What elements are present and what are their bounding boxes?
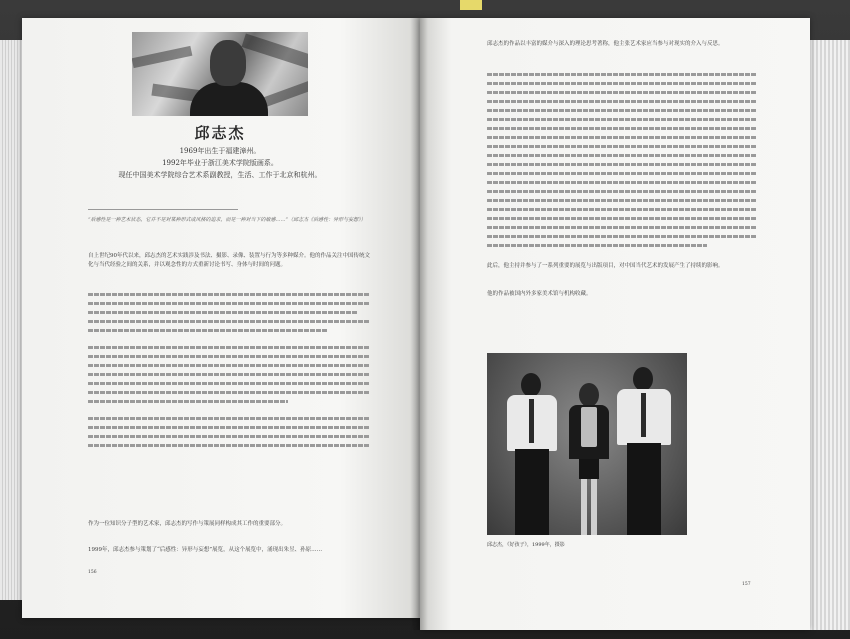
- bio-line-1: 1969年出生于福建漳州。: [179, 147, 261, 155]
- artist-portrait: [132, 32, 308, 116]
- right-paragraph-2: 此后，他主持并参与了一系列重要的展览与出版项目，对中国当代艺术的发展产生了持续的影响。: [487, 263, 724, 269]
- right-body-text: [487, 70, 757, 253]
- artist-name: 邱志杰: [194, 124, 246, 142]
- right-folio: 157: [742, 582, 751, 587]
- group-photograph: [487, 353, 687, 535]
- right-paragraph-1: 邱志杰的作品以丰富的媒介与深入的理论思考著称，他主张艺术家应当参与对现实的介入与反思。: [487, 41, 724, 47]
- left-paragraph-3: 1999年，邱志杰参与策划了“后感性：异形与妄想”展览，从这个展览中，涌现出朱昱、孙原……: [88, 547, 323, 553]
- book-gutter: [410, 18, 428, 630]
- bio-line-2: 1992年毕业于浙江美术学院版画系。: [162, 159, 278, 167]
- bio-line-3: 现任中国美术学院综合艺术系副教授，生活、工作于北京和杭州。: [118, 171, 322, 179]
- artist-quote: “后感性是一种艺术状态，它并不是对某种形式或风格的追求，而是一种对当下的敏感……”（邱志杰《后感性：异形与妄想》）: [88, 217, 366, 223]
- left-paragraph-1: 自上世纪90年代以来，邱志杰的艺术实践涉及书法、摄影、录像、装置与行为等多种媒介。他的作品关注中国传统文化与当代经验之间的关系，并以观念性的方式重新讨论书写、身体与时间的问题。: [88, 253, 371, 269]
- left-paragraph-2: 作为一位知识分子型的艺术家，邱志杰的写作与策展同样构成其工作的重要部分。: [88, 521, 287, 527]
- photo-caption: 邱志杰，《好孩子》，1999年，摄影: [487, 542, 565, 548]
- left-body-text: [88, 290, 370, 453]
- left-folio: 156: [88, 570, 97, 575]
- figure-right: [617, 367, 671, 533]
- quote-divider: [88, 209, 238, 210]
- right-paragraph-3: 他的作品被国内外多家美术馆与机构收藏。: [487, 291, 592, 297]
- bookmark-ribbon: [460, 0, 482, 10]
- figure-left: [507, 373, 557, 533]
- figure-middle: [569, 383, 609, 533]
